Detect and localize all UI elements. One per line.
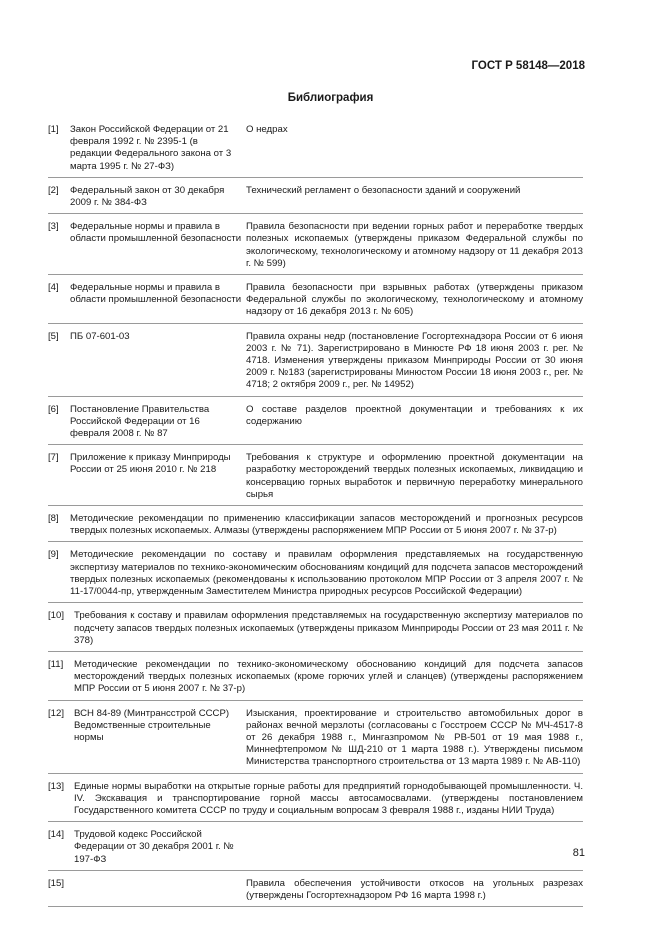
entry-number: [11]	[48, 658, 64, 670]
bib-entry-15	[48, 877, 583, 907]
entry-number: [10]	[48, 610, 65, 622]
entry-designation: ПБ 07-601-03	[70, 330, 130, 342]
entry-text: Требования к составу и правилам оформления представляемых на государственную экспертизу материалов по подсчету запасов твердых полезных ископаемых (утверждены приказом Минприроды России от 23 мая 2011 г. № 378)	[74, 610, 583, 646]
page-number: 81	[572, 847, 585, 859]
bib-entry-13	[48, 780, 583, 823]
bib-entry-6	[48, 403, 583, 446]
entry-text: Методические рекомендации по составу и правилам оформления представляемых на государственную экспертизу материалов по технико-экономическим обоснованиям кондиций для подсчета запасов месторождений твердых полезных ископаемых (рекомендованы к использованию протоколом МПР России от 3 апреля 2007 г. № 11-17/0044-пр, утвержденным Заместителем Министра природных ресурсов Российской Федерации)	[70, 549, 583, 598]
entry-number: [9]	[48, 549, 59, 561]
entry-title: Технический регламент о безопасности зданий и сооружений	[246, 184, 521, 196]
bib-entry-2	[48, 184, 583, 214]
bib-entry-11	[48, 658, 583, 701]
entry-number: [5]	[48, 330, 59, 342]
entry-title: О недрах	[246, 124, 288, 135]
bib-entry-4	[48, 281, 583, 324]
entry-title: Изыскания, проектирование и строительство автомобильных дорог в районах вечной мерзлоты (согласованы с Госстроем СССР № МЧ-4517-8 от 26 декабря 1988 г., Мингазпромом № РВ-501 от 19 мая 1988 г., Миннефтепромом № ШД-210 от 1 марта 1988 г.). Утверждены письмом Министерства транспортного строительства от 13 марта 1989 г. № АВ-110)	[246, 707, 583, 768]
bib-entry-7	[48, 451, 583, 506]
entry-title: Правила безопасности при взрывных работах (утверждены приказом Федеральной службы по экологическому, технологическому и атомному надзору от 16 декабря 2013 г. № 605)	[246, 282, 583, 318]
entry-number: [3]	[48, 221, 59, 233]
entry-text: Методические рекомендации по применению классификации запасов месторождений и прогнозных ресурсов твердых полезных ископаемых. Алмазы (утверждены распоряжением МПР России от 5 июня 2007 г. № 37-р)	[70, 513, 583, 537]
entry-designation: Федеральные нормы и правила в области промышленной безопасности	[70, 221, 242, 245]
entry-designation: Приложение к приказу Минприроды России от 25 июня 2010 г. № 218	[70, 452, 231, 476]
entry-designation: ВСН 84-89 (Минтрансстрой СССР) Ведомственные строительные нормы	[74, 707, 230, 743]
bib-entry-9	[48, 548, 583, 603]
entry-number: [7]	[48, 452, 59, 464]
entry-designation: Трудовой кодекс Российской Федерации от 30 декабря 2001 г. № 197-ФЗ	[74, 829, 234, 865]
bib-entry-8	[48, 512, 583, 542]
bib-entry-5	[48, 330, 583, 397]
bib-entry-12	[48, 707, 583, 774]
bibliography-list	[48, 123, 583, 913]
entry-number: [1]	[48, 124, 59, 135]
entry-text: Единые нормы выработки на открытые горные работы для предприятий горнодобывающей промышленности. Ч. IV. Экскавация и транспортирование горной массы автосамосвалами. (утверждены постановлением Государственного комитета СССР по труду и социальным вопросам 3 февраля 1988 г., изданы НИИ Труда)	[74, 780, 583, 816]
bib-entry-3	[48, 220, 583, 275]
bib-entry-1	[48, 123, 583, 178]
entry-title: Правила охраны недр (постановление Госгортехнадзора России от 6 июня 2003 г. № 71). Зарегистрировано в Минюсте РФ 18 июня 2003 г. рег. № 4718. Изменения утверждены приказом Минприроды России от 30 июня 2009 г. №183 (зарегистрированы Минюстом России 18 июня 2003 г., рег. № 4718; 2 октября 2009 г., рег. № 14952)	[246, 330, 583, 391]
entry-designation	[74, 878, 246, 902]
entry-number: [15]	[48, 877, 65, 889]
entry-number: [2]	[48, 184, 59, 196]
entry-designation: Федеральный закон от 30 декабря 2009 г. № 384-ФЗ	[70, 184, 225, 209]
entry-title	[246, 829, 583, 866]
entry-number: [4]	[48, 282, 59, 294]
entry-number: [14]	[48, 829, 65, 841]
entry-text: Методические рекомендации по технико-экономическому обоснованию кондиций для подсчета запасов месторождений твердых полезных ископаемых (кроме горючих углей и сланцев) (утверждены распоряжением МПР России от 5 июня 2007 г. № 37-р)	[74, 658, 583, 695]
entry-title: Правила обеспечения устойчивости откосов на угольных разрезах (утверждены Госгортехнадзором РФ 16 марта 1998 г.)	[246, 877, 583, 901]
entry-title: Требования к структуре и оформлению проектной документации на разработку месторождений твердых полезных ископаемых, ликвидацию и консервацию горных выработок и первичную переработку минерального сырья	[246, 452, 583, 500]
entry-number: [13]	[48, 780, 65, 792]
bib-entry-14	[48, 828, 583, 871]
entry-title: О составе разделов проектной документации и требованиях к их содержанию	[246, 403, 583, 427]
entry-number: [6]	[48, 403, 59, 415]
entry-number: [8]	[48, 513, 59, 525]
entry-number: [12]	[48, 707, 65, 719]
document-code: ГОСТ Р 58148—2018	[471, 60, 585, 72]
bib-entry-10	[48, 609, 583, 652]
entry-designation: Закон Российской Федерации от 21 февраля 1992 г. № 2395-1 (в редакции Федерального закона от 3 марта 1995 г. № 27-ФЗ)	[70, 124, 232, 172]
entry-designation: Постановление Правительства Российской Федерации от 16 февраля 2008 г. № 87	[70, 403, 210, 440]
page-title: Библиография	[287, 92, 374, 104]
entry-designation: Федеральные нормы и правила в области промышленной безопасности	[70, 282, 242, 306]
entry-title: Правила безопасности при ведении горных работ и переработке твердых полезных ископаемых (утверждены приказом Федеральной службы по экологическому, технологическому и атомному надзору от 11 декабря 2013 г. № 599)	[246, 221, 583, 269]
